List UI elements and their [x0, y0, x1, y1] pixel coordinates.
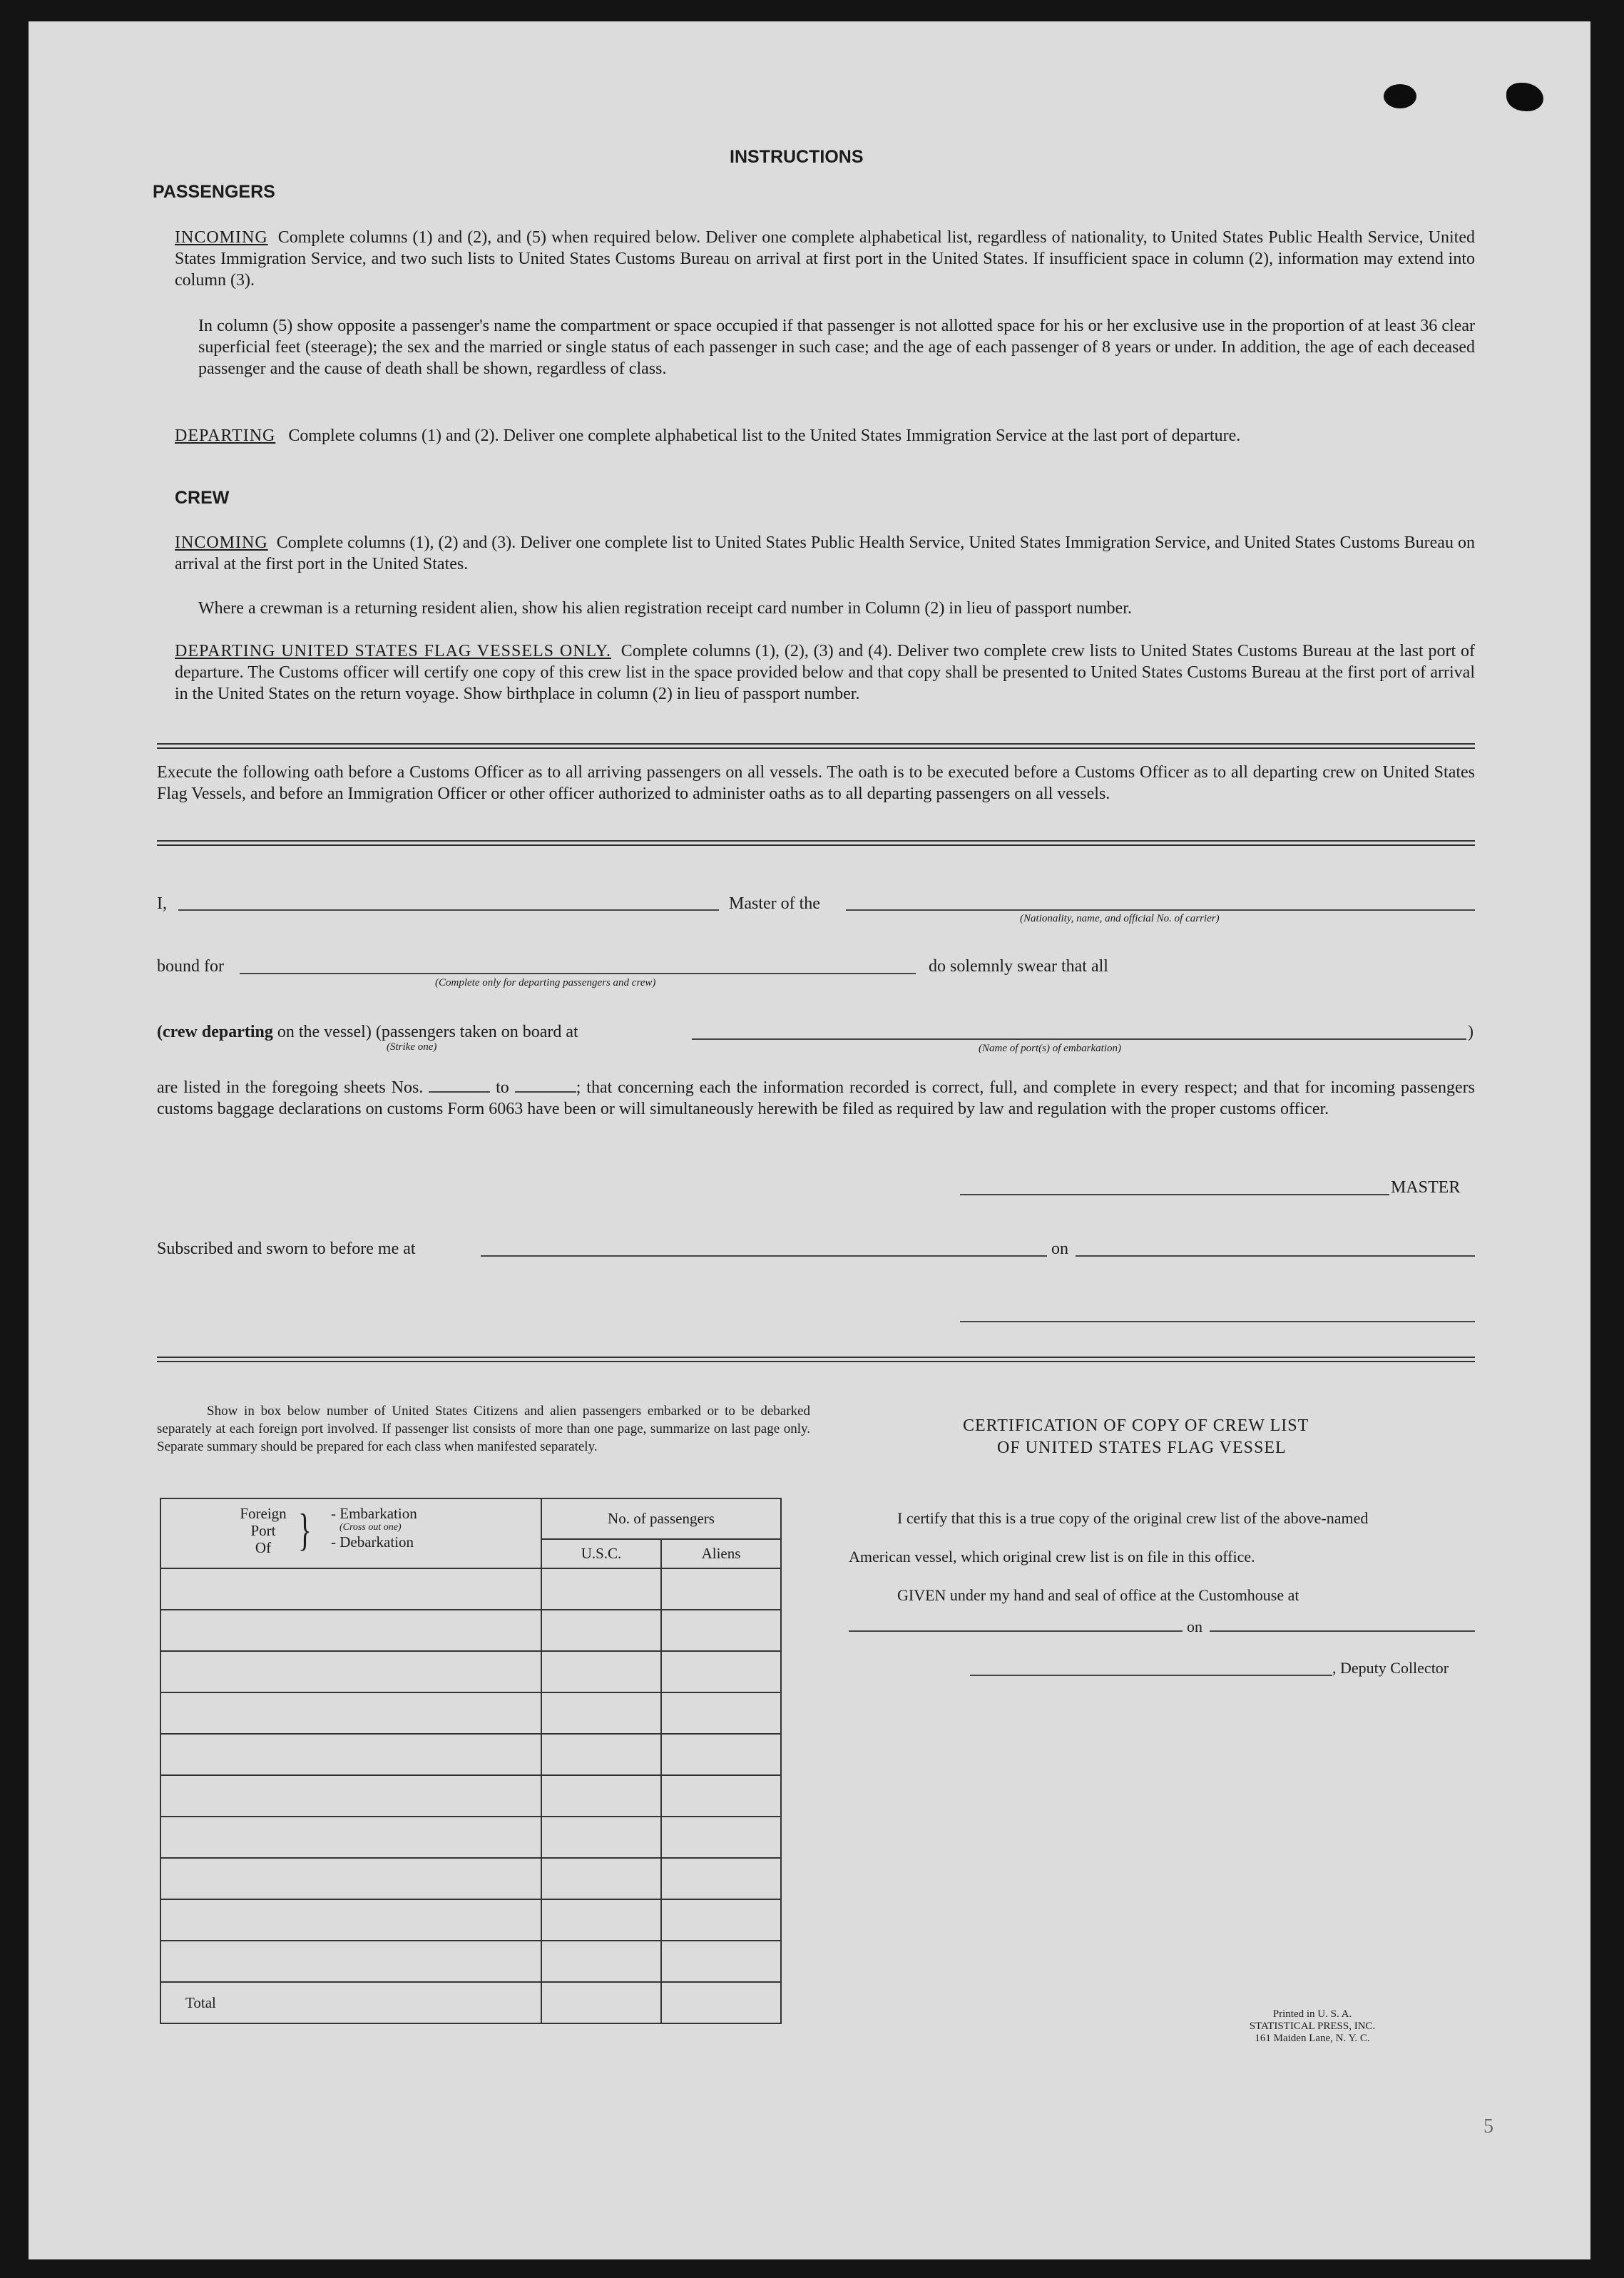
usc-cell[interactable]	[541, 1858, 661, 1899]
certify-line-2: American vessel, which original crew list is on file in this office.	[849, 1548, 1255, 1566]
master-of-label: Master of the	[729, 894, 820, 913]
master-label: MASTER	[1391, 1178, 1461, 1197]
port-label: Port	[250, 1522, 276, 1539]
usc-header: U.S.C.	[541, 1539, 661, 1568]
divider-rule	[157, 743, 1475, 745]
usc-cell[interactable]	[541, 1568, 661, 1610]
debarkation-label: - Debarkation	[331, 1533, 414, 1551]
usc-cell[interactable]	[541, 1651, 661, 1692]
total-aliens-cell[interactable]	[661, 1982, 781, 2023]
deputy-signature-field[interactable]	[970, 1675, 1332, 1676]
divider-rule	[157, 840, 1475, 842]
crew-incoming-paragraph	[175, 532, 1475, 575]
sworn-place-field[interactable]	[481, 1255, 1047, 1257]
sheets-text-1: are listed in the foregoing sheets Nos.	[157, 1078, 424, 1097]
incoming-text: Complete columns (1) and (2), and (5) when required below. Deliver one complete alphabetical list, regardless of nationality, to United States Public Health Service, United States Immigration Service, and two such lists to United States Customs Bureau on arrival at first port in the United States. If insufficient space in column (2), information may extend into column (3).	[175, 228, 1476, 290]
incoming-label: INCOMING	[175, 228, 268, 247]
aliens-cell[interactable]	[661, 1817, 781, 1858]
printer-line-2: STATISTICAL PRESS, INC.	[1249, 2021, 1376, 2032]
aliens-cell[interactable]	[661, 1775, 781, 1817]
departing-text: Complete columns (1) and (2). Deliver one complete alphabetical list to the United States Immigration Service at the last port of departure.	[288, 427, 1241, 445]
page-mark: 5	[1483, 2115, 1493, 2137]
passenger-summary-table	[160, 1498, 782, 2024]
table-row	[160, 1734, 781, 1775]
divider-rule	[157, 1361, 1475, 1362]
certification-title-2: OF UNITED STATES FLAG VESSEL	[997, 1439, 1287, 1457]
departing-us-paragraph	[175, 640, 1475, 705]
customhouse-field[interactable]	[849, 1630, 1183, 1632]
port-cell[interactable]	[160, 1651, 541, 1692]
sheets-paragraph	[157, 1077, 1475, 1120]
printer-line-3: 161 Maiden Lane, N. Y. C.	[1255, 2033, 1370, 2044]
departing-us-label: DEPARTING UNITED STATES FLAG VESSELS ONLY.	[175, 642, 612, 660]
crewman-paragraph: Where a crewman is a returning resident alien, show his alien registration receipt card number in Column (2) in lieu of passport number.	[198, 599, 1132, 618]
aliens-cell[interactable]	[661, 1899, 781, 1941]
embarkation-label: - Embarkation	[331, 1505, 417, 1522]
sheets-text-2: ; that concerning each the information recorded is correct, full, and complete in every respect; and that for incoming passengers customs baggage declarations on customs Form 6063 have been or will simultaneously herewith be filed as required by law and regulation with the proper customs officer.	[157, 1078, 1476, 1118]
strike-line	[157, 1021, 578, 1043]
aliens-cell[interactable]	[661, 1651, 781, 1692]
usc-cell[interactable]	[541, 1610, 661, 1651]
table-row	[160, 1568, 781, 1610]
summary-instructions: Show in box below number of United States Citizens and alien passengers embarked or to be debarked separately at each foreign port involved. If passenger list consists of more than one page, summarize on last page only. Separate summary should be prepared for each class when manifested separately.	[157, 1404, 810, 1454]
usc-cell[interactable]	[541, 1775, 661, 1817]
passengers-incoming-paragraph	[175, 227, 1475, 291]
total-usc-cell[interactable]	[541, 1982, 661, 2023]
form-sheet	[29, 21, 1590, 2259]
deputy-collector-label: , Deputy Collector	[1332, 1659, 1449, 1677]
port-cell[interactable]	[160, 1610, 541, 1651]
port-cell[interactable]	[160, 1941, 541, 1982]
usc-cell[interactable]	[541, 1941, 661, 1982]
departing-us-text: Complete columns (1), (2), (3) and (4). Deliver two complete crew lists to United States Customs Bureau at the last port of departure. The Customs officer will certify one copy of this crew list in the space provided below and that copy shall be presented to United States Customs Bureau at the first port of arrival in the United States on the return voyage. Show birthplace in column (2) in lieu of passport number.	[175, 642, 1475, 703]
divider-rule	[157, 844, 1475, 846]
port-cell[interactable]	[160, 1899, 541, 1941]
sheet-from-field[interactable]	[429, 1077, 490, 1093]
total-row	[160, 1982, 781, 2023]
carrier-caption: (Nationality, name, and official No. of carrier)	[1020, 913, 1220, 924]
usc-cell[interactable]	[541, 1817, 661, 1858]
sworn-date-field[interactable]	[1076, 1255, 1475, 1257]
port-header-cell	[160, 1498, 541, 1568]
i-label: I,	[157, 894, 167, 913]
divider-rule	[157, 1357, 1475, 1358]
usc-cell[interactable]	[541, 1692, 661, 1734]
aliens-cell[interactable]	[661, 1610, 781, 1651]
strike-caption: (Strike one)	[387, 1041, 437, 1053]
port-cell[interactable]	[160, 1734, 541, 1775]
sheets-to-label: to	[496, 1078, 509, 1097]
column5-paragraph: In column (5) show opposite a passenger's name the compartment or space occupied if that passenger is not allotted space for his or her exclusive use in the proportion of at least 36 clear superficial feet (steerage); the sex and the married or single status of each passenger in such case; and the age of each passenger of 8 years or under. In addition, the age of each deceased passenger and the cause of death shall be shown, regardless of class.	[198, 317, 1475, 378]
master-name-field[interactable]	[178, 909, 719, 911]
table-row	[160, 1610, 781, 1651]
brace-icon: }	[298, 1504, 312, 1555]
table-row	[160, 1941, 781, 1982]
departing-label: DEPARTING	[175, 427, 276, 445]
foreign-label: Foreign	[240, 1505, 287, 1522]
port-cell[interactable]	[160, 1858, 541, 1899]
port-cell[interactable]	[160, 1568, 541, 1610]
swear-label: do solemnly swear that all	[929, 957, 1108, 976]
port-cell[interactable]	[160, 1775, 541, 1817]
oath-intro: Execute the following oath before a Customs Officer as to all arriving passengers on all vessels. The oath is to be executed before a Customs Officer as to all departing crew on United States Flag Vessels, and before an Immigration Officer or other officer authorized to administer oaths as to all departing passengers on all vessels.	[157, 763, 1475, 803]
close-paren: )	[1468, 1023, 1474, 1041]
table-row	[160, 1817, 781, 1858]
passengers-taken-label: (passengers taken on board at	[375, 1023, 578, 1041]
certification-title-1: CERTIFICATION OF COPY OF CREW LIST	[963, 1416, 1309, 1435]
bound-for-label: bound for	[157, 957, 224, 976]
bound-for-field[interactable]	[240, 973, 916, 974]
of-label: Of	[255, 1539, 272, 1556]
cert-on-label: on	[1187, 1618, 1202, 1635]
embarkation-port-field[interactable]	[692, 1038, 1466, 1040]
aliens-cell[interactable]	[661, 1941, 781, 1982]
crew-heading: CREW	[175, 488, 230, 508]
passengers-heading: PASSENGERS	[153, 182, 275, 202]
cert-date-field[interactable]	[1210, 1630, 1475, 1632]
carrier-field[interactable]	[846, 909, 1475, 911]
crew-incoming-label: INCOMING	[175, 533, 268, 552]
port-caption: (Name of port(s) of embarkation)	[979, 1043, 1121, 1054]
table-row	[160, 1858, 781, 1899]
sheet-to-field[interactable]	[515, 1077, 576, 1093]
port-cell[interactable]	[160, 1817, 541, 1858]
crew-incoming-text: Complete columns (1), (2) and (3). Deliver one complete list to United States Public Health Service, United States Immigration Service, and United States Customs Bureau on arrival at the first port in the United States.	[175, 533, 1476, 573]
sworn-on-label: on	[1051, 1240, 1068, 1258]
officer-signature-field[interactable]	[960, 1321, 1475, 1322]
table-row	[160, 1899, 781, 1941]
cross-out-label: (Cross out one)	[339, 1522, 402, 1533]
instructions-title: INSTRUCTIONS	[730, 147, 864, 167]
total-label: Total	[160, 1982, 541, 2023]
table-row	[160, 1775, 781, 1817]
printer-line-1: Printed in U. S. A.	[1272, 2008, 1352, 2020]
aliens-header: Aliens	[661, 1539, 781, 1568]
usc-cell[interactable]	[541, 1734, 661, 1775]
certify-line-1: I certify that this is a true copy of the original crew list of the above-named	[897, 1509, 1369, 1527]
crew-departing-label: (crew departing	[157, 1023, 273, 1041]
port-cell[interactable]	[160, 1692, 541, 1734]
aliens-cell[interactable]	[661, 1692, 781, 1734]
aliens-cell[interactable]	[661, 1734, 781, 1775]
bound-caption: (Complete only for departing passengers and crew)	[435, 977, 656, 989]
master-signature-field[interactable]	[960, 1194, 1389, 1195]
aliens-cell[interactable]	[661, 1858, 781, 1899]
usc-cell[interactable]	[541, 1899, 661, 1941]
printer-imprint	[1241, 2008, 1384, 2045]
no-of-passengers-header: No. of passengers	[541, 1498, 781, 1539]
given-line: GIVEN under my hand and seal of office at the Customhouse at	[897, 1586, 1299, 1604]
punch-hole-mark	[1384, 84, 1416, 108]
on-vessel-label: on the vessel)	[277, 1023, 372, 1041]
table-row	[160, 1692, 781, 1734]
divider-rule	[157, 747, 1475, 749]
passengers-departing-paragraph	[175, 425, 1475, 446]
table-row	[160, 1651, 781, 1692]
punch-hole-mark	[1506, 83, 1543, 111]
subscribed-label: Subscribed and sworn to before me at	[157, 1240, 416, 1258]
aliens-cell[interactable]	[661, 1568, 781, 1610]
